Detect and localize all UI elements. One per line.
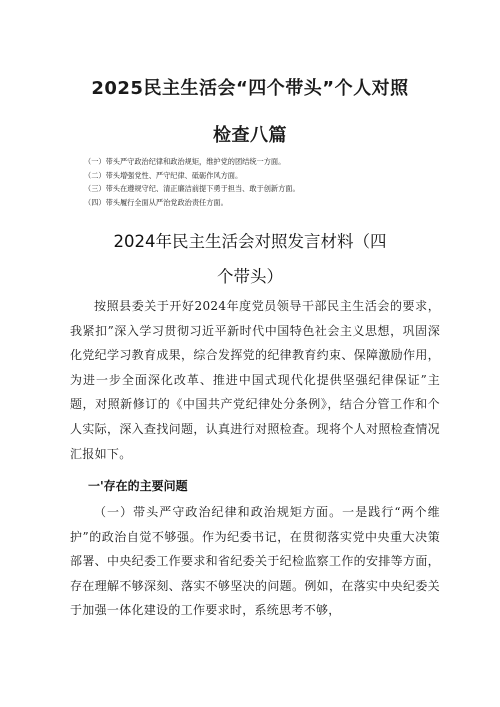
- toc-item: （一）带头严守政治纪律和政治规矩，维护党的团结统一方面。: [84, 157, 286, 166]
- intro-paragraph: 按照县委关于开好2024年度党员领导干部民主生活会的要求，我紧扣”深入学习贯彻习近平新时代中国特色社会主义思想，巩固深化党纪学习教育成果，综合发挥党的纪律教育约束、保障激励作用，为进一步全面深化改革、推进中国式现代化提供坚强纪律保证”主题，对照新修订的《中国共产党纪律处分条例》，结合分管工作和个人实际，深入查找问题，认真进行对照检查。现将个人对照检查情况汇报如下。: [70, 299, 440, 461]
- toc-item: （三）带头在遵规守纪、清正廉洁前提下勇于担当、敢于创新方面。: [84, 184, 300, 193]
- document-title: 2025民主生活会“四个带头”个人对照: [91, 78, 409, 99]
- section-title: 2024年民主生活会对照发言材料（四: [113, 232, 387, 251]
- section-title-continued: 个带头）: [217, 267, 283, 286]
- document-title-continued: 检查八篇: [213, 125, 287, 146]
- subheading-main-problems: 一'存在的主要问题: [88, 479, 188, 493]
- table-of-contents: [84, 155, 424, 209]
- toc-item: （二）带头增强党性、严守纪律、砥砺作风方面。: [84, 170, 243, 180]
- toc-item: （四）带头履行全面从严治党政治责任方面。: [84, 197, 228, 207]
- body-paragraph: （一）带头严守政治纪律和政治规矩方面。一是践行“两个维护”的政治自觉不够强。作为纪委书记，在贯彻落实党中央重大决策部署、中央纪委工作要求和省纪委关于纪检监察工作的安排等方面，存在理解不够深刻、落实不够坚决的问题。例如，在落实中央纪委关于加强一体化建设的工作要求时，系统思考不够，: [70, 505, 440, 618]
